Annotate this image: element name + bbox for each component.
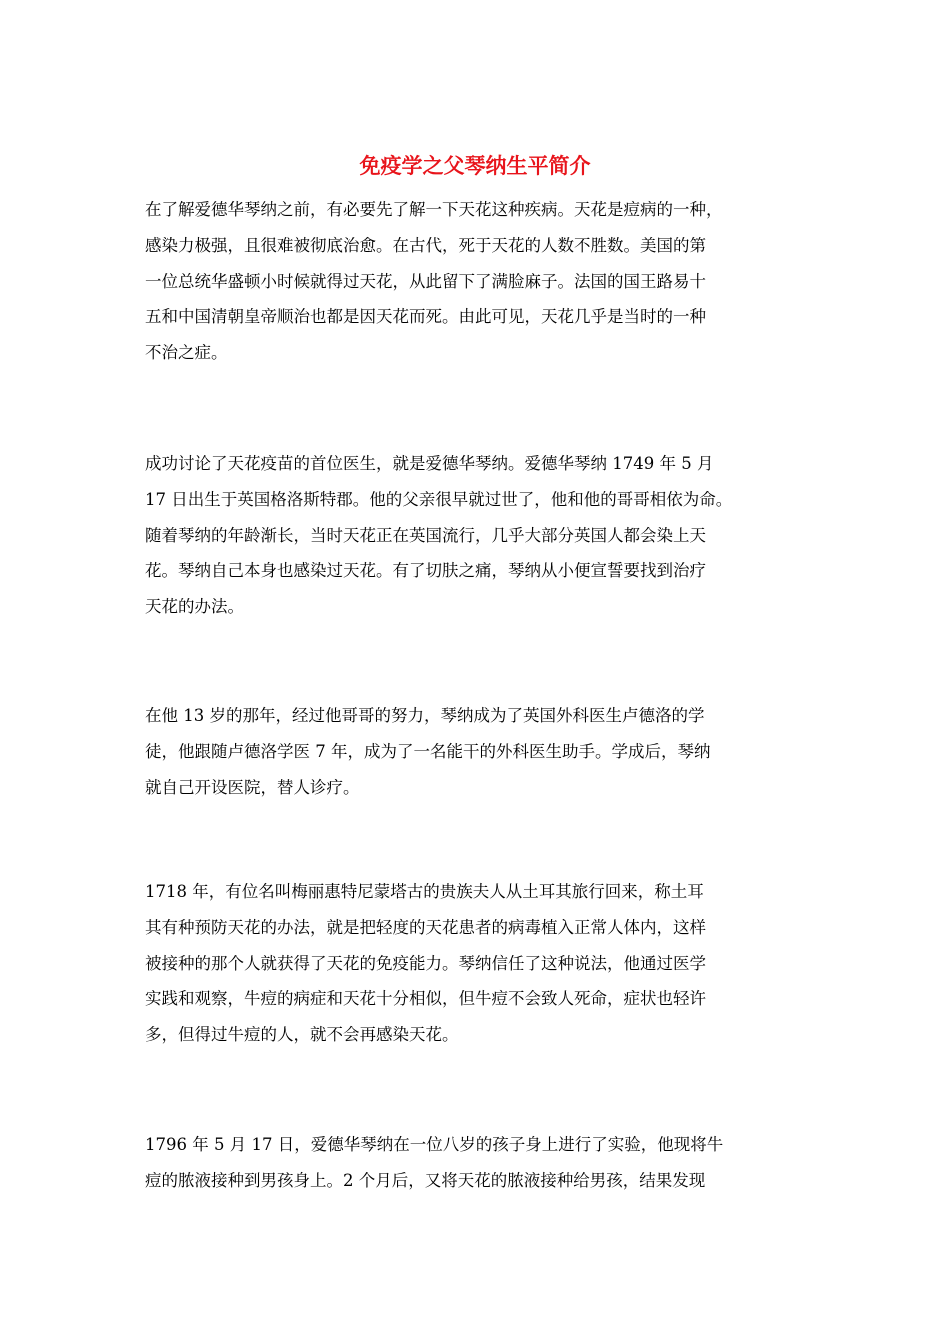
paragraph-line: 17 日出生于英国格洛斯特郡。他的父亲很早就过世了，他和他的哥哥相依为命。 xyxy=(145,489,733,509)
paragraph-line: 花。琴纳自己本身也感染过天花。有了切肤之痛，琴纳从小便宣誓要找到治疗 xyxy=(145,561,706,581)
paragraph-line: 五和中国清朝皇帝顺治也都是因天花而死。由此可见，天花几乎是当时的一种 xyxy=(145,307,706,327)
paragraph-line: 实践和观察，牛痘的病症和天花十分相似，但牛痘不会致人死命，症状也轻许 xyxy=(145,989,706,1009)
paragraph-1 xyxy=(145,192,815,371)
paragraph-line: 不治之症。 xyxy=(145,343,228,363)
paragraph-line: 感染力极强，且很难被彻底治愈。在古代，死于天花的人数不胜数。美国的第 xyxy=(145,235,706,255)
document-title: 免疫学之父琴纳生平简介 xyxy=(359,153,591,178)
paragraph-line: 随着琴纳的年龄渐长，当时天花正在英国流行，几乎大部分英国人都会染上天 xyxy=(145,525,706,545)
paragraph-line: 被接种的那个人就获得了天花的免疫能力。琴纳信任了这种说法，他通过医学 xyxy=(145,953,706,973)
paragraph-line: 一位总统华盛顿小时候就得过天花，从此留下了满脸麻子。法国的国王路易十 xyxy=(145,271,706,291)
paragraph-3 xyxy=(145,698,815,805)
paragraph-line: 1718 年，有位名叫梅丽惠特尼蒙塔古的贵族夫人从土耳其旅行回来，称土耳 xyxy=(145,882,704,901)
paragraph-line: 痘的脓液接种到男孩身上。2 个月后，又将天花的脓液接种给男孩，结果发现 xyxy=(145,1170,706,1190)
paragraph-line: 天花的办法。 xyxy=(145,597,244,617)
paragraph-line: 1796 年 5 月 17 日，爱德华琴纳在一位八岁的孩子身上进行了实验，他现将牛 xyxy=(145,1135,724,1154)
paragraph-line: 多，但得过牛痘的人，就不会再感染天花。 xyxy=(145,1025,459,1045)
paragraph-line: 在他 13 岁的那年，经过他哥哥的努力，琴纳成为了英国外科医生卢德洛的学 xyxy=(145,706,705,725)
paragraph-2 xyxy=(145,446,815,625)
paragraph-line: 其有种预防天花的办法，就是把轻度的天花患者的病毒植入正常人体内，这样 xyxy=(145,917,706,937)
paragraph-5 xyxy=(145,1127,815,1199)
paragraph-4 xyxy=(145,874,815,1053)
paragraph-line: 在了解爱德华琴纳之前，有必要先了解一下天花这种疾病。天花是痘病的一种， xyxy=(145,200,723,219)
paragraph-line: 成功讨论了天花疫苗的首位医生，就是爱德华琴纳。爱德华琴纳 1749 年 5 月 xyxy=(145,454,714,473)
paragraph-line: 徒，他跟随卢德洛学医 7 年，成为了一名能干的外科医生助手。学成后，琴纳 xyxy=(145,741,711,761)
paragraph-line: 就自己开设医院，替人诊疗。 xyxy=(145,777,360,797)
